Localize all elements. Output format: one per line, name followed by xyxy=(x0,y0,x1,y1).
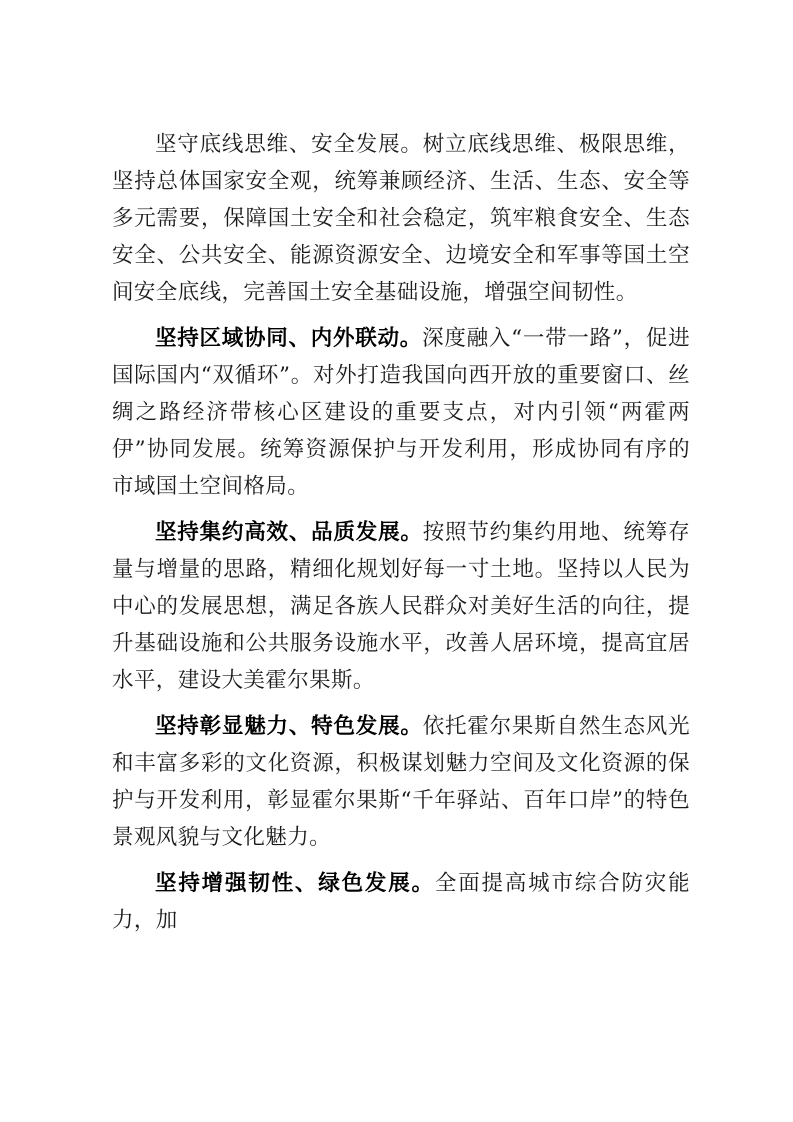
paragraph-intensive-efficient xyxy=(112,514,690,699)
paragraph-text: 坚守底线思维、安全发展。树立底线思维、极限思维，坚持总体国家安全观，统筹兼顾经济、生活、生态、安全等多元需要，保障国土安全和社会稳定，筑牢粮食安全、生态安全、公共安全、能源资源安全、边境安全和军事等国土空间安全底线，完善国土安全基础设施，增强空间韧性。 xyxy=(112,132,690,305)
paragraph-text: 全面提高城市综合防灾能力，加 xyxy=(112,871,690,933)
paragraph-text: 依托霍尔果斯自然生态风光和丰富多彩的文化资源，积极谋划魅力空间及文化资源的保护与开发利用，彰显霍尔果斯“千年驿站、百年口岸”的特色景观风貌与文化魅力。 xyxy=(112,714,690,850)
paragraph-bottom-line-security xyxy=(112,126,690,311)
paragraph-lead: 坚持区域协同、内外联动。 xyxy=(155,326,423,351)
paragraph-lead: 坚持集约高效、品质发展。 xyxy=(155,520,423,545)
paragraph-lead: 坚持增强韧性、绿色发展。 xyxy=(155,871,435,896)
paragraph-charm-characteristics xyxy=(112,708,690,856)
paragraph-lead: 坚持彰显魅力、特色发展。 xyxy=(155,714,423,739)
paragraph-regional-coordination xyxy=(112,320,690,505)
document-body xyxy=(112,126,690,948)
paragraph-resilience-green xyxy=(112,865,690,939)
paragraph-text: 深度融入“一带一路”，促进国际国内“双循环”。对外打造我国向西开放的重要窗口、丝绸之路经济带核心区建设的重要支点，对内引领“两霍两伊”协同发展。统筹资源保护与开发利用，形成协同有序的市域国土空间格局。 xyxy=(112,326,690,499)
paragraph-text: 按照节约集约用地、统筹存量与增量的思路，精细化规划好每一寸土地。坚持以人民为中心的发展思想，满足各族人民群众对美好生活的向往，提升基础设施和公共服务设施水平，改善人居环境，提高宜居水平，建设大美霍尔果斯。 xyxy=(112,520,690,693)
